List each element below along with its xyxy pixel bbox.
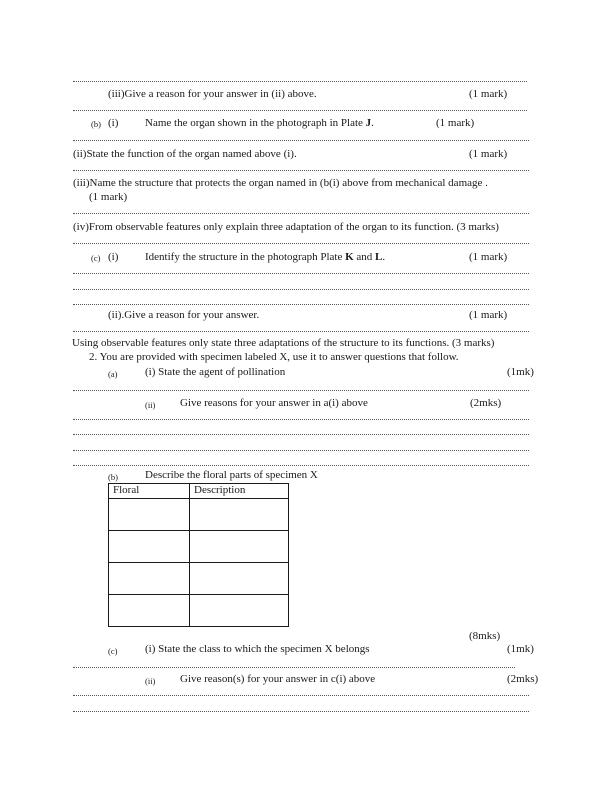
answer-line[interactable] bbox=[73, 213, 529, 214]
table-row bbox=[109, 563, 289, 595]
question-1c-ii: (ii).Give a reason for your answer. bbox=[108, 309, 260, 321]
table-row bbox=[109, 531, 289, 563]
answer-line[interactable] bbox=[73, 390, 529, 391]
marks-2a-ii: (2mks) bbox=[470, 397, 502, 409]
table-cell-description[interactable] bbox=[190, 595, 289, 627]
question-2a-ii: Give reasons for your answer in a(i) above bbox=[180, 397, 368, 409]
marks-1b-ii: (1 mark) bbox=[469, 148, 508, 160]
question-1b-ii: (ii)State the function of the organ named above (i). bbox=[73, 148, 297, 160]
answer-line[interactable] bbox=[73, 243, 529, 244]
question-1c-iii: Using observable features only state three adaptations of the structure to its functions. (3 marks) bbox=[72, 337, 495, 349]
table-header-description: Description bbox=[190, 484, 289, 499]
question-1c-i-number: (i) bbox=[108, 251, 119, 263]
question-2c-ii-number: (ii) bbox=[145, 676, 156, 686]
question-1b-iii: (iii)Name the structure that protects the organ named in (b(i) above from mechanical damage . bbox=[73, 177, 488, 189]
table-cell-description[interactable] bbox=[190, 499, 289, 531]
answer-line[interactable] bbox=[73, 419, 529, 420]
question-2a-letter: (a) bbox=[108, 369, 118, 379]
marks-1b-i: (1 mark) bbox=[436, 117, 475, 129]
answer-line[interactable] bbox=[73, 289, 529, 290]
table-cell-description[interactable] bbox=[190, 563, 289, 595]
table-row bbox=[109, 499, 289, 531]
question-1a-iii: (iii)Give a reason for your answer in (ii) above. bbox=[108, 88, 317, 100]
answer-line[interactable] bbox=[73, 331, 529, 332]
answer-line[interactable] bbox=[73, 711, 529, 712]
question-2-intro: 2. You are provided with specimen labeled X, use it to answer questions that follow. bbox=[89, 351, 459, 363]
question-2b-letter: (b) bbox=[108, 472, 118, 482]
table-cell-description[interactable] bbox=[190, 531, 289, 563]
question-2a-ii-number: (ii) bbox=[145, 400, 156, 410]
answer-line[interactable] bbox=[73, 667, 515, 668]
answer-line[interactable] bbox=[73, 140, 529, 141]
answer-line[interactable] bbox=[73, 273, 529, 274]
plate-k: K bbox=[345, 251, 354, 263]
marks-1a-iii: (1 mark) bbox=[469, 88, 508, 100]
marks-1c-i: (1 mark) bbox=[469, 251, 508, 263]
plate-l: L bbox=[375, 251, 383, 263]
marks-2c-i: (1mk) bbox=[507, 643, 534, 655]
question-1b-letter: (b) bbox=[91, 119, 101, 129]
question-2b: Describe the floral parts of specimen X bbox=[145, 469, 318, 481]
answer-line[interactable] bbox=[73, 695, 529, 696]
marks-1b-iii: (1 mark) bbox=[89, 191, 128, 203]
answer-line[interactable] bbox=[73, 110, 527, 111]
answer-line[interactable] bbox=[73, 81, 527, 82]
table-cell-floral[interactable] bbox=[109, 531, 190, 563]
marks-2c-ii: (2mks) bbox=[507, 673, 539, 685]
answer-line[interactable] bbox=[73, 465, 529, 466]
table-header-row bbox=[109, 484, 289, 499]
floral-parts-table bbox=[108, 483, 289, 627]
answer-line[interactable] bbox=[73, 450, 529, 451]
question-1b-i: Name the organ shown in the photograph in Plate J. bbox=[145, 117, 374, 129]
answer-line[interactable] bbox=[73, 304, 529, 305]
question-1c-letter: (c) bbox=[91, 253, 101, 263]
question-1b-i-number: (i) bbox=[108, 117, 119, 129]
table-cell-floral[interactable] bbox=[109, 499, 190, 531]
question-2c-ii: Give reason(s) for your answer in c(i) above bbox=[180, 673, 376, 685]
table-cell-floral[interactable] bbox=[109, 595, 190, 627]
marks-2b: (8mks) bbox=[469, 630, 501, 642]
answer-line[interactable] bbox=[73, 170, 529, 171]
table-header-floral: Floral bbox=[109, 484, 190, 499]
question-1c-i: Identify the structure in the photograph Plate K and L. bbox=[145, 251, 386, 263]
answer-line[interactable] bbox=[73, 434, 529, 435]
table-row bbox=[109, 595, 289, 627]
question-2c-letter: (c) bbox=[108, 646, 118, 656]
plate-j: J bbox=[365, 117, 372, 129]
question-2c-i: (i) State the class to which the specimen X belongs bbox=[145, 643, 370, 655]
marks-2a-i: (1mk) bbox=[507, 366, 534, 378]
table-cell-floral[interactable] bbox=[109, 563, 190, 595]
question-1b-iv: (iv)From observable features only explain three adaptation of the organ to its function. (3 marks) bbox=[73, 221, 499, 233]
marks-1c-ii: (1 mark) bbox=[469, 309, 508, 321]
question-2a-i: (i) State the agent of pollination bbox=[145, 366, 286, 378]
